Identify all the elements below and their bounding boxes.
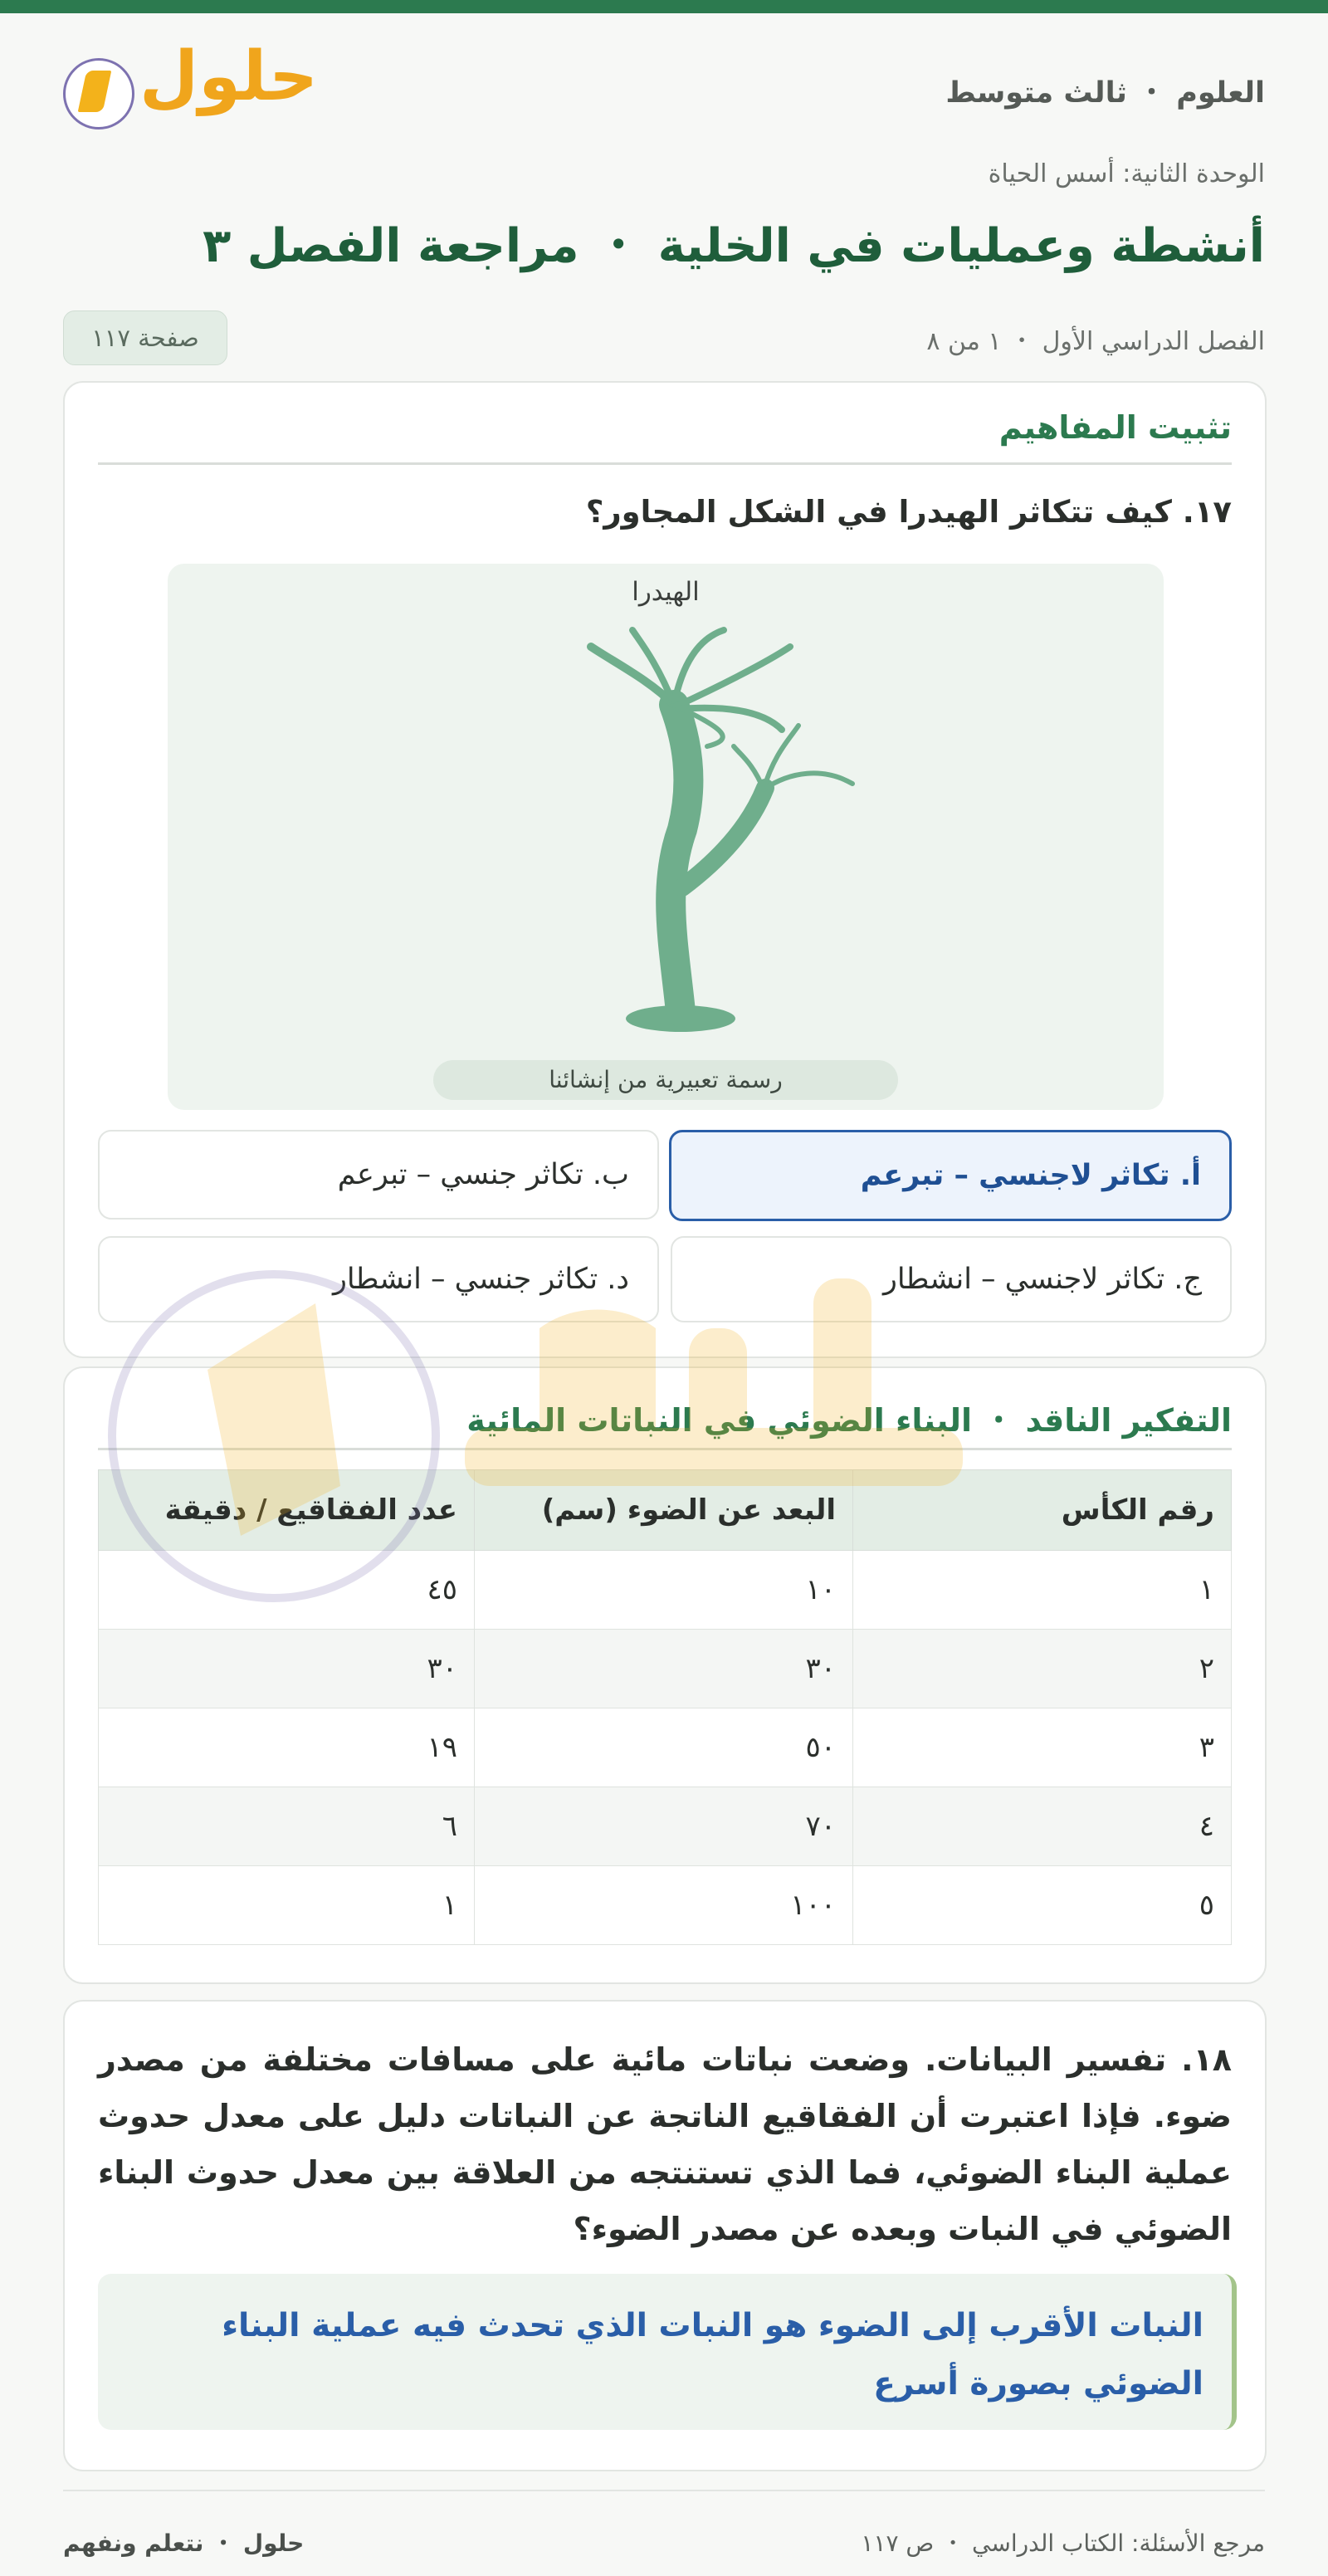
top-accent-bar xyxy=(0,0,1328,13)
logo-text: حلول xyxy=(139,37,319,116)
critical-thinking-card xyxy=(63,1366,1267,1984)
concepts-card xyxy=(63,381,1267,1358)
hydra-illustration-icon xyxy=(516,613,865,1045)
section-title-concepts: تثبيت المفاهيم xyxy=(998,409,1232,446)
table-cell: ١٩ xyxy=(99,1708,475,1787)
table-cell: ٤ xyxy=(853,1787,1232,1866)
column-header: البعد عن الضوء (سم) xyxy=(475,1470,853,1551)
table-cell: ١ xyxy=(99,1866,475,1945)
footer-brand: حلول ・ نتعلم ونفهم xyxy=(63,2530,305,2557)
page-header xyxy=(63,13,1265,163)
section-divider xyxy=(98,462,1232,465)
hydra-figure xyxy=(168,564,1164,1110)
table-cell: ٣٠ xyxy=(475,1630,853,1708)
term-label: الفصل الدراسي الأول ・ ١ من ٨ xyxy=(926,327,1265,356)
table-cell: ١ xyxy=(853,1551,1232,1630)
question-18: ١٨. تفسير البيانات. وضعت نباتات مائية على مسافات مختلفة من مصدر ضوء. فإذا اعتبرت أن الفقاقيع الناتجة عن النباتات دليل على معدل حدوث عملية البناء الضوئي، فما الذي تستنتجه من العلاقة بين معدل حدوث البناء الضوئي في النبات وبعده عن مصدر الضوء؟ xyxy=(98,2041,1232,2247)
option-c[interactable] xyxy=(671,1236,1232,1322)
table-cell: ١٠٠ xyxy=(475,1866,853,1945)
table-cell: ٥ xyxy=(853,1866,1232,1945)
option-a-label: أ. تكاثر لاجنسي – تبرعم xyxy=(860,1159,1201,1192)
unit-label: الوحدة الثانية: أسس الحياة xyxy=(988,159,1265,188)
figure-label: الهيدرا xyxy=(632,577,700,607)
table-cell: ٤٥ xyxy=(99,1551,475,1630)
option-b-label: ب. تكاثر جنسي – تبرعم xyxy=(337,1158,629,1191)
column-header: عدد الفقاقيع / دقيقة xyxy=(99,1470,475,1551)
option-b[interactable] xyxy=(98,1130,659,1220)
table-cell: ٣ xyxy=(853,1708,1232,1787)
table-cell: ٧٠ xyxy=(475,1787,853,1866)
table-cell: ٦ xyxy=(99,1787,475,1866)
table-header-row xyxy=(99,1470,1232,1551)
table-row xyxy=(99,1866,1232,1945)
section-title-critical: التفكير الناقد ・ البناء الضوئي في النباتات المائية xyxy=(466,1402,1232,1439)
footer-reference: مرجع الأسئلة: الكتاب الدراسي ・ ص ١١٧ xyxy=(861,2530,1265,2557)
page-number-badge: صفحة ١١٧ xyxy=(63,310,227,365)
question-17: ١٧. كيف تتكاثر الهيدرا في الشكل المجاور؟ xyxy=(585,494,1232,530)
section-divider xyxy=(98,1448,1232,1450)
option-c-label: ج. تكاثر لاجنسي – انشطار xyxy=(882,1263,1202,1296)
table-cell: ٣٠ xyxy=(99,1630,475,1708)
table-cell: ٥٠ xyxy=(475,1708,853,1787)
option-d-label: د. تكاثر جنسي – انشطار xyxy=(332,1263,629,1296)
page xyxy=(63,13,1265,2557)
bubbles-table xyxy=(98,1469,1232,1945)
answer-box xyxy=(98,2274,1237,2430)
page-title: أنشطة وعمليات في الخلية ・ مراجعة الفصل ٣ xyxy=(203,219,1265,273)
brand-logo[interactable] xyxy=(63,37,319,134)
table-cell: ١٠ xyxy=(475,1551,853,1630)
option-a[interactable] xyxy=(669,1130,1232,1221)
table-row xyxy=(99,1708,1232,1787)
logo-seal-icon xyxy=(63,58,134,130)
option-d[interactable] xyxy=(98,1236,659,1322)
question-18-card xyxy=(63,2000,1267,2471)
column-header: رقم الكأس xyxy=(853,1470,1232,1551)
figure-caption: رسمة تعبيرية من إنشائنا xyxy=(433,1060,898,1100)
footer-divider xyxy=(63,2490,1265,2491)
table-row xyxy=(99,1630,1232,1708)
subject-label: العلوم ・ ثالث متوسط xyxy=(945,76,1265,110)
table-row xyxy=(99,1787,1232,1866)
table-cell: ٢ xyxy=(853,1630,1232,1708)
table-row xyxy=(99,1551,1232,1630)
answer-text: النبات الأقرب إلى الضوء هو النبات الذي تحدث فيه عملية البناء الضوئي بصورة أسرع xyxy=(222,2307,1204,2402)
